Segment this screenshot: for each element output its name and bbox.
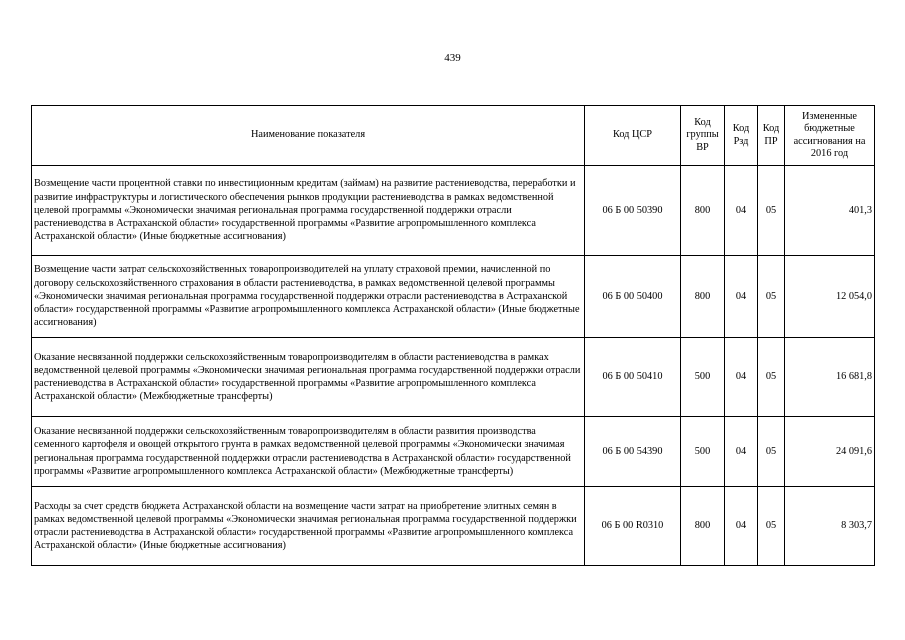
header-amount: Измененные бюджетные ассигнования на 2016 год [785, 106, 875, 166]
row-csr: 06 Б 00 R0310 [585, 487, 681, 566]
table-row [32, 256, 875, 338]
row-rzd: 04 [725, 256, 758, 338]
row-csr: 06 Б 00 50410 [585, 338, 681, 417]
row-name: Возмещение части процентной ставки по инвестиционным кредитам (займам) на развитие растениеводства, переработки и развитие инфраструктуры и логистического обеспечения рынков продукции растениеводства в рамках ведомственной целевой программы «Экономически значимая региональная программа государственной поддержки отрасли растениеводства в Астраханской области» государственной программы «Развитие агропромышленного комплекса Астраханской области» (Иные бюджетные ассигнования) [32, 166, 585, 256]
row-name: Возмещение части затрат сельскохозяйственных товаропроизводителей на уплату страховой премии, начисленной по договору сельскохозяйственного страхования в области растениеводства, в рамках ведомственной целевой программы «Экономически значимая региональная программа государственной поддержки отрасли растениеводства в Астраханской области» государственной программы «Развитие агропромышленного комплекса Астраханской области» (Иные бюджетные ассигнования) [32, 256, 585, 338]
row-csr: 06 Б 00 50400 [585, 256, 681, 338]
header-pr: Код ПР [758, 106, 785, 166]
row-vr: 800 [681, 256, 725, 338]
row-amount: 24 091,6 [785, 417, 875, 487]
row-vr: 800 [681, 487, 725, 566]
header-csr: Код ЦСР [585, 106, 681, 166]
header-name: Наименование показателя [32, 106, 585, 166]
row-name: Оказание несвязанной поддержки сельскохозяйственным товаропроизводителям в области растениеводства в рамках ведомственной целевой программы «Экономически значимая региональная программа государственной поддержки отрасли растениеводства в Астраханской области» государственной программы «Развитие агропромышленного комплекса Астраханской области» (Межбюджетные трансферты) [32, 338, 585, 417]
row-name: Оказание несвязанной поддержки сельскохозяйственным товаропроизводителям в области развития производства семенного картофеля и овощей открытого грунта в рамках ведомственной целевой программы «Экономически значимая региональная программа государственной поддержки отрасли растениеводства в Астраханской области» государственной программы «Развитие агропромышленного комплекса Астраханской области» (Межбюджетные трансферты) [32, 417, 585, 487]
row-rzd: 04 [725, 417, 758, 487]
budget-table [31, 105, 875, 566]
row-amount: 16 681,8 [785, 338, 875, 417]
header-vr: Код группы ВР [681, 106, 725, 166]
row-pr: 05 [758, 487, 785, 566]
row-vr: 800 [681, 166, 725, 256]
row-pr: 05 [758, 256, 785, 338]
row-pr: 05 [758, 166, 785, 256]
table-row [32, 487, 875, 566]
row-rzd: 04 [725, 487, 758, 566]
row-vr: 500 [681, 338, 725, 417]
row-rzd: 04 [725, 338, 758, 417]
page-number: 439 [444, 52, 461, 64]
row-amount: 8 303,7 [785, 487, 875, 566]
row-pr: 05 [758, 417, 785, 487]
row-csr: 06 Б 00 50390 [585, 166, 681, 256]
header-rzd: Код Рзд [725, 106, 758, 166]
row-rzd: 04 [725, 166, 758, 256]
row-name: Расходы за счет средств бюджета Астраханской области на возмещение части затрат на приобретение элитных семян в рамках ведомственной целевой программы «Экономически значимая региональная программа государственной поддержки отрасли растениеводства в Астраханской области» государственной программы «Развитие агропромышленного комплекса Астраханской области» (Иные бюджетные ассигнования) [32, 487, 585, 566]
row-amount: 12 054,0 [785, 256, 875, 338]
table-row [32, 338, 875, 417]
row-vr: 500 [681, 417, 725, 487]
row-pr: 05 [758, 338, 785, 417]
table-header-row [32, 106, 875, 166]
table-row [32, 417, 875, 487]
row-amount: 401,3 [785, 166, 875, 256]
table-row [32, 166, 875, 256]
row-csr: 06 Б 00 54390 [585, 417, 681, 487]
